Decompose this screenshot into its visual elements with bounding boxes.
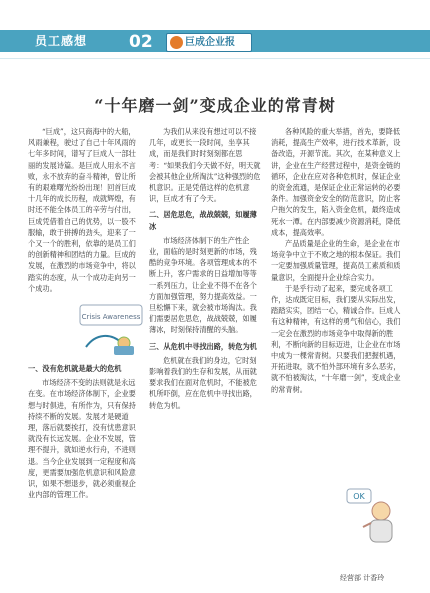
header — [0, 0, 430, 68]
paragraph: 各种风险的重大举措，首先，要降低消耗，提高生产效率，进行技术革新，设备改造，开源节流。其次，在某种意义上讲，企业在生产经营过程中，是资金链的循环，企业在应对各种危机时，保证企业的资金流通，是保证企业正常运转的必要条件。加强资金安全的防范意识，防止客户拖欠的发生，陷入资金危机，最终造成死水一潭。在内部要减少资源消耗，降低成本，提高效率。 — [271, 127, 401, 237]
page-number: 02 — [129, 32, 153, 52]
section-heading: 一、没有危机就是最大的危机 — [28, 364, 122, 374]
header-divider — [0, 58, 430, 59]
paragraph: “巨成”，这只商海中的大船，风雨兼程，驶过了自己十年风雨的 七年多时间，谱写了巨成人一部壮丽的发展诗篇。是巨成人用永不言败，永不放弃的奋斗精神，曾让所有的艰难曙光纷纷出现！回首巨成十几年的成长历程，成就辉煌，有时还不能全体员工的辛劳与付出，巨成凭借着自己的优势，以一股不服输，敢于拼搏的劲头，迎来了一个又一个的胜利，依靠的是员工们的创新精神和团结的力量。巨成的发展，在激烈的市场竞争中，将以踏实的态度，从一个成功走向另一个成功。 — [28, 127, 136, 293]
section-title: 员工感想 — [35, 34, 88, 48]
publication-logo — [166, 33, 252, 52]
section-heading: 三、从危机中寻找出路，转危为机 — [149, 341, 257, 351]
ok-illustration — [345, 487, 401, 549]
illustration-caption: OK — [353, 492, 365, 501]
paragraph: 市场经济体制下的生产性企业，面临的是时刻更新的市场，残酷的竞争环境。各项管理成本的不断上升，客户需求的日益增加等等一系列压力，让企业不得不在各个方面加强管理，努力提高效益。一旦松懈下来，就会被市场淘汰。我们需要居危思危，战战兢兢，如履薄冰，时刻保持清醒的头脑。 — [149, 235, 257, 335]
paragraph: 市场经济不变的法则就是永远在变。在市场经济体制下，企业要想与时俱进，有所作为，只有保持持续不断的发展。发展才是硬道理，落后就要挨打，没有忧患意识就没有长远发展。企业不发展，管理不提升，就如逆水行舟，不进则退。当今企业发展到一定程度和高度，更需要加强危机意识和风险意识，如果不想退步，就必须重视企业内部的管理工作。 — [28, 378, 136, 500]
paragraph: 于是乎行动了起来，要完成各项工作，达成既定目标，我们要从实际出发，踏踏实实，团结一心，精诚合作。巨成人有这种精神，有这样的勇气和信心，我们一定会在激烈的市场竞争中取得新的胜利，不断向新的目标迈进，让企业在市场中成为一棵常青树。只要我们把握机遇，开拓进取，就不怕外部环境有多么恶劣，就不怕被淘汰，“十年磨一剑”，变成企业的常青树。 — [271, 283, 401, 394]
paragraph: 产品质量是企业的生命，是企业在市场竞争中立于不败之地的根本保证。我们一定要加强质量管理，提高员工素质和质量意识，全面提升企业综合实力。 — [271, 239, 401, 282]
logo-mark-icon — [170, 36, 183, 49]
crisis-illustration — [76, 303, 148, 357]
column-3 — [271, 126, 402, 395]
signature: 经营部 计香玲 — [340, 574, 385, 582]
paragraph: 为我们从来没有想过可以不接几年，或更长一段时间，坐享其成，而是我们时时刻刻都在思考：“如果我们今天做不好，明天就会被其他企业所淘汰”这种强烈的危机意识。正是凭借这样的危机意识，巨成才有了今天。 — [149, 127, 261, 204]
paragraph: 危机就在我们的身边，它时刻影响着我们的生存和发展，从而就要求我们在面对危机时，不能被危机所吓倒，应在危机中寻找出路，转危为机。 — [149, 355, 257, 410]
logo-text: 巨成企业报 — [185, 37, 235, 48]
column-2 — [149, 126, 262, 411]
section-heading: 二、居危思危，战战兢兢，如履薄冰 — [149, 210, 257, 231]
illustration-caption: Crisis Awareness — [81, 313, 141, 321]
article-title: “十年磨一剑”变成企业的常青树 — [94, 96, 336, 115]
